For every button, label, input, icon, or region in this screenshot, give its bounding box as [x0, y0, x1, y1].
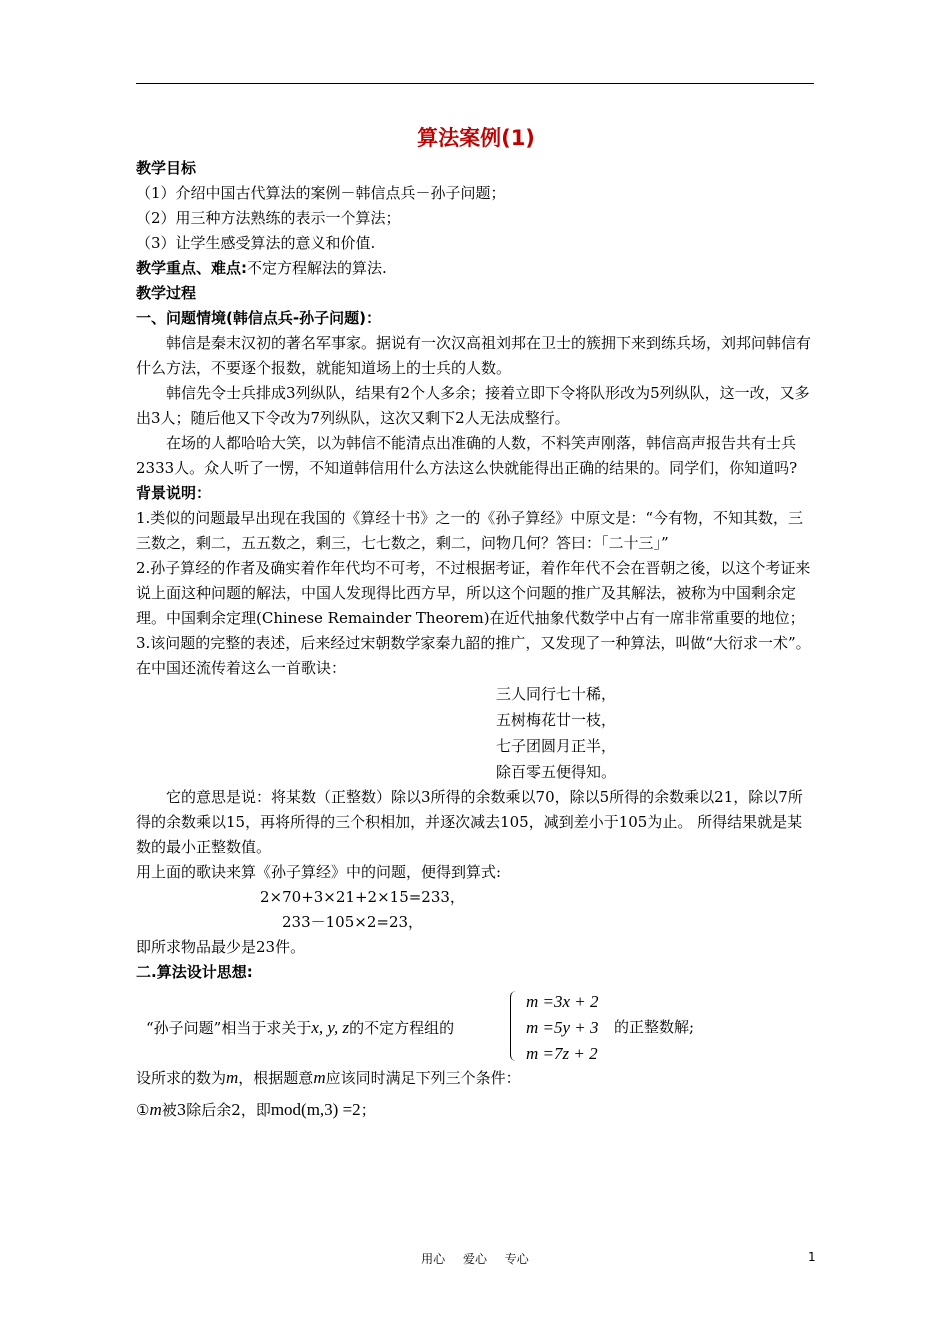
background-item: 1.类似的问题最早出现在我国的《算经十书》之一的《孙子算经》中原文是：“今有物，不知其数，三三数之，剩二，五五数之，剩三，七七数之，剩二，问物几何？答曰：「二十三」” [136, 509, 803, 552]
page-number: 1 [808, 1250, 816, 1264]
equation-line: 233－105×2=23， [282, 913, 424, 931]
goals-heading: 教学目标 [136, 159, 197, 177]
story-paragraph: 在场的人都哈哈大笑，以为韩信不能清点出准确的人数，不料笑声刚落，韩信高声报告共有士兵2333人。众人听了一愣，不知道韩信用什么方法这么快就能得出正确的结果的。同学们，你知道吗? [136, 434, 798, 477]
condition-lead [136, 1065, 816, 1091]
goal-item: （2）用三种方法熟练的表示一个算法； [136, 209, 401, 227]
usage-line: 用上面的歌诀来算《孙子算经》中的问题，便得到算式: [136, 863, 502, 881]
cond1-formula: mod(m,3) =2 [270, 1100, 361, 1119]
system-equation: m =5y + 3 [526, 1018, 599, 1037]
goal-item: （1）介绍中国古代算法的案例－韩信点兵－孙子问题； [136, 184, 506, 202]
poem-line: 除百零五便得知。 [496, 763, 617, 781]
system-vars: x, y, z [311, 1018, 350, 1037]
process-heading: 教学过程 [136, 284, 197, 302]
background-item: 3.该问题的完整的表述，后来经过宋朝数学家秦九韶的推广，又发现了一种算法，叫做“大衍求一术”。在中国还流传着这么一首歌诀： [136, 634, 811, 677]
page-title: 算法案例(1) [417, 126, 535, 150]
focus-line [136, 256, 816, 281]
cond1-marker: ① [136, 1101, 150, 1119]
poem-line: 七子团圆月正半， [496, 737, 617, 755]
cond1-text: 被3除后余2，即 [161, 1101, 271, 1119]
meaning-paragraph: 它的意思是说：将某数（正整数）除以3所得的余数乘以70，除以5所得的余数乘以21，除以7所得的余数乘以15，再将所得的三个积相加，并逐次减去105，减到差小于105为止。 所得结果就是某数的最小正整数值。 [136, 788, 803, 856]
cond1-end: ； [360, 1101, 376, 1119]
system-mid-text: 的不定方程组的 [349, 1019, 455, 1037]
system-lead-text: “孙子问题”相当于求关于 [146, 1019, 312, 1037]
footer-motto: 用心 爱心 专心 [421, 1252, 529, 1266]
system-lead [146, 1015, 454, 1041]
equation-system [526, 989, 599, 1067]
equation-line: 2×70+3×21+2×15=233， [260, 888, 465, 906]
poem [496, 681, 816, 785]
story-paragraph: 韩信先令士兵排成3列纵队，结果有2个人多余；接着立即下令将队形改为5列纵队，这一改，又多出3人；随后他又下令改为7列纵队，这次又剩下2人无法成整行。 [136, 384, 810, 427]
result-line: 即所求物品最少是23件。 [136, 938, 306, 956]
condition-var: m [149, 1100, 162, 1119]
condition-lead-b: ，根据题意 [238, 1069, 314, 1087]
condition-var: m [313, 1068, 326, 1087]
equations [136, 885, 816, 935]
focus-heading: 教学重点、难点: [136, 259, 247, 277]
focus-text: 不定方程解法的算法. [247, 259, 387, 277]
condition-var: m [226, 1068, 239, 1087]
poem-line: 三人同行七十稀， [496, 685, 617, 703]
system-equation: m =7z + 2 [526, 1044, 598, 1063]
section1-heading: 一、问题情境(韩信点兵-孙子问题)： [136, 309, 381, 327]
story-paragraph: 韩信是秦末汉初的著名军事家。据说有一次汉高祖刘邦在卫士的簇拥下来到练兵场，刘邦问韩信有什么方法，不要逐个报数，就能知道场上的士兵的人数。 [136, 334, 812, 377]
header-rule [136, 83, 814, 84]
system-after: 的正整数解; [614, 1018, 695, 1036]
condition-1 [136, 1097, 816, 1123]
condition-lead-a: 设所求的数为 [136, 1069, 227, 1087]
left-brace [510, 991, 519, 1061]
system-equation: m =3x + 2 [526, 992, 599, 1011]
poem-line: 五树梅花廿一枝， [496, 711, 617, 729]
condition-lead-c: 应该同时满足下列三个条件： [325, 1069, 521, 1087]
goal-item: （3）让学生感受算法的意义和价值. [136, 234, 376, 252]
document-body [136, 124, 816, 1123]
background-item: 2.孙子算经的作者及确实着作年代均不可考，不过根据考证，着作年代不会在晋朝之後，以这个考证来说上面这种问题的解法，中国人发现得比西方早，所以这个问题的推广及其解法，被称为中国剩余定理。中国剩余定理(Chinese Remainder Theorem)在近代抽象代数学中占有一席非常重要的地位； [136, 559, 811, 627]
equation-system-row [136, 989, 816, 1065]
background-heading: 背景说明： [136, 484, 212, 502]
section2-heading: 二.算法设计思想: [136, 963, 253, 981]
